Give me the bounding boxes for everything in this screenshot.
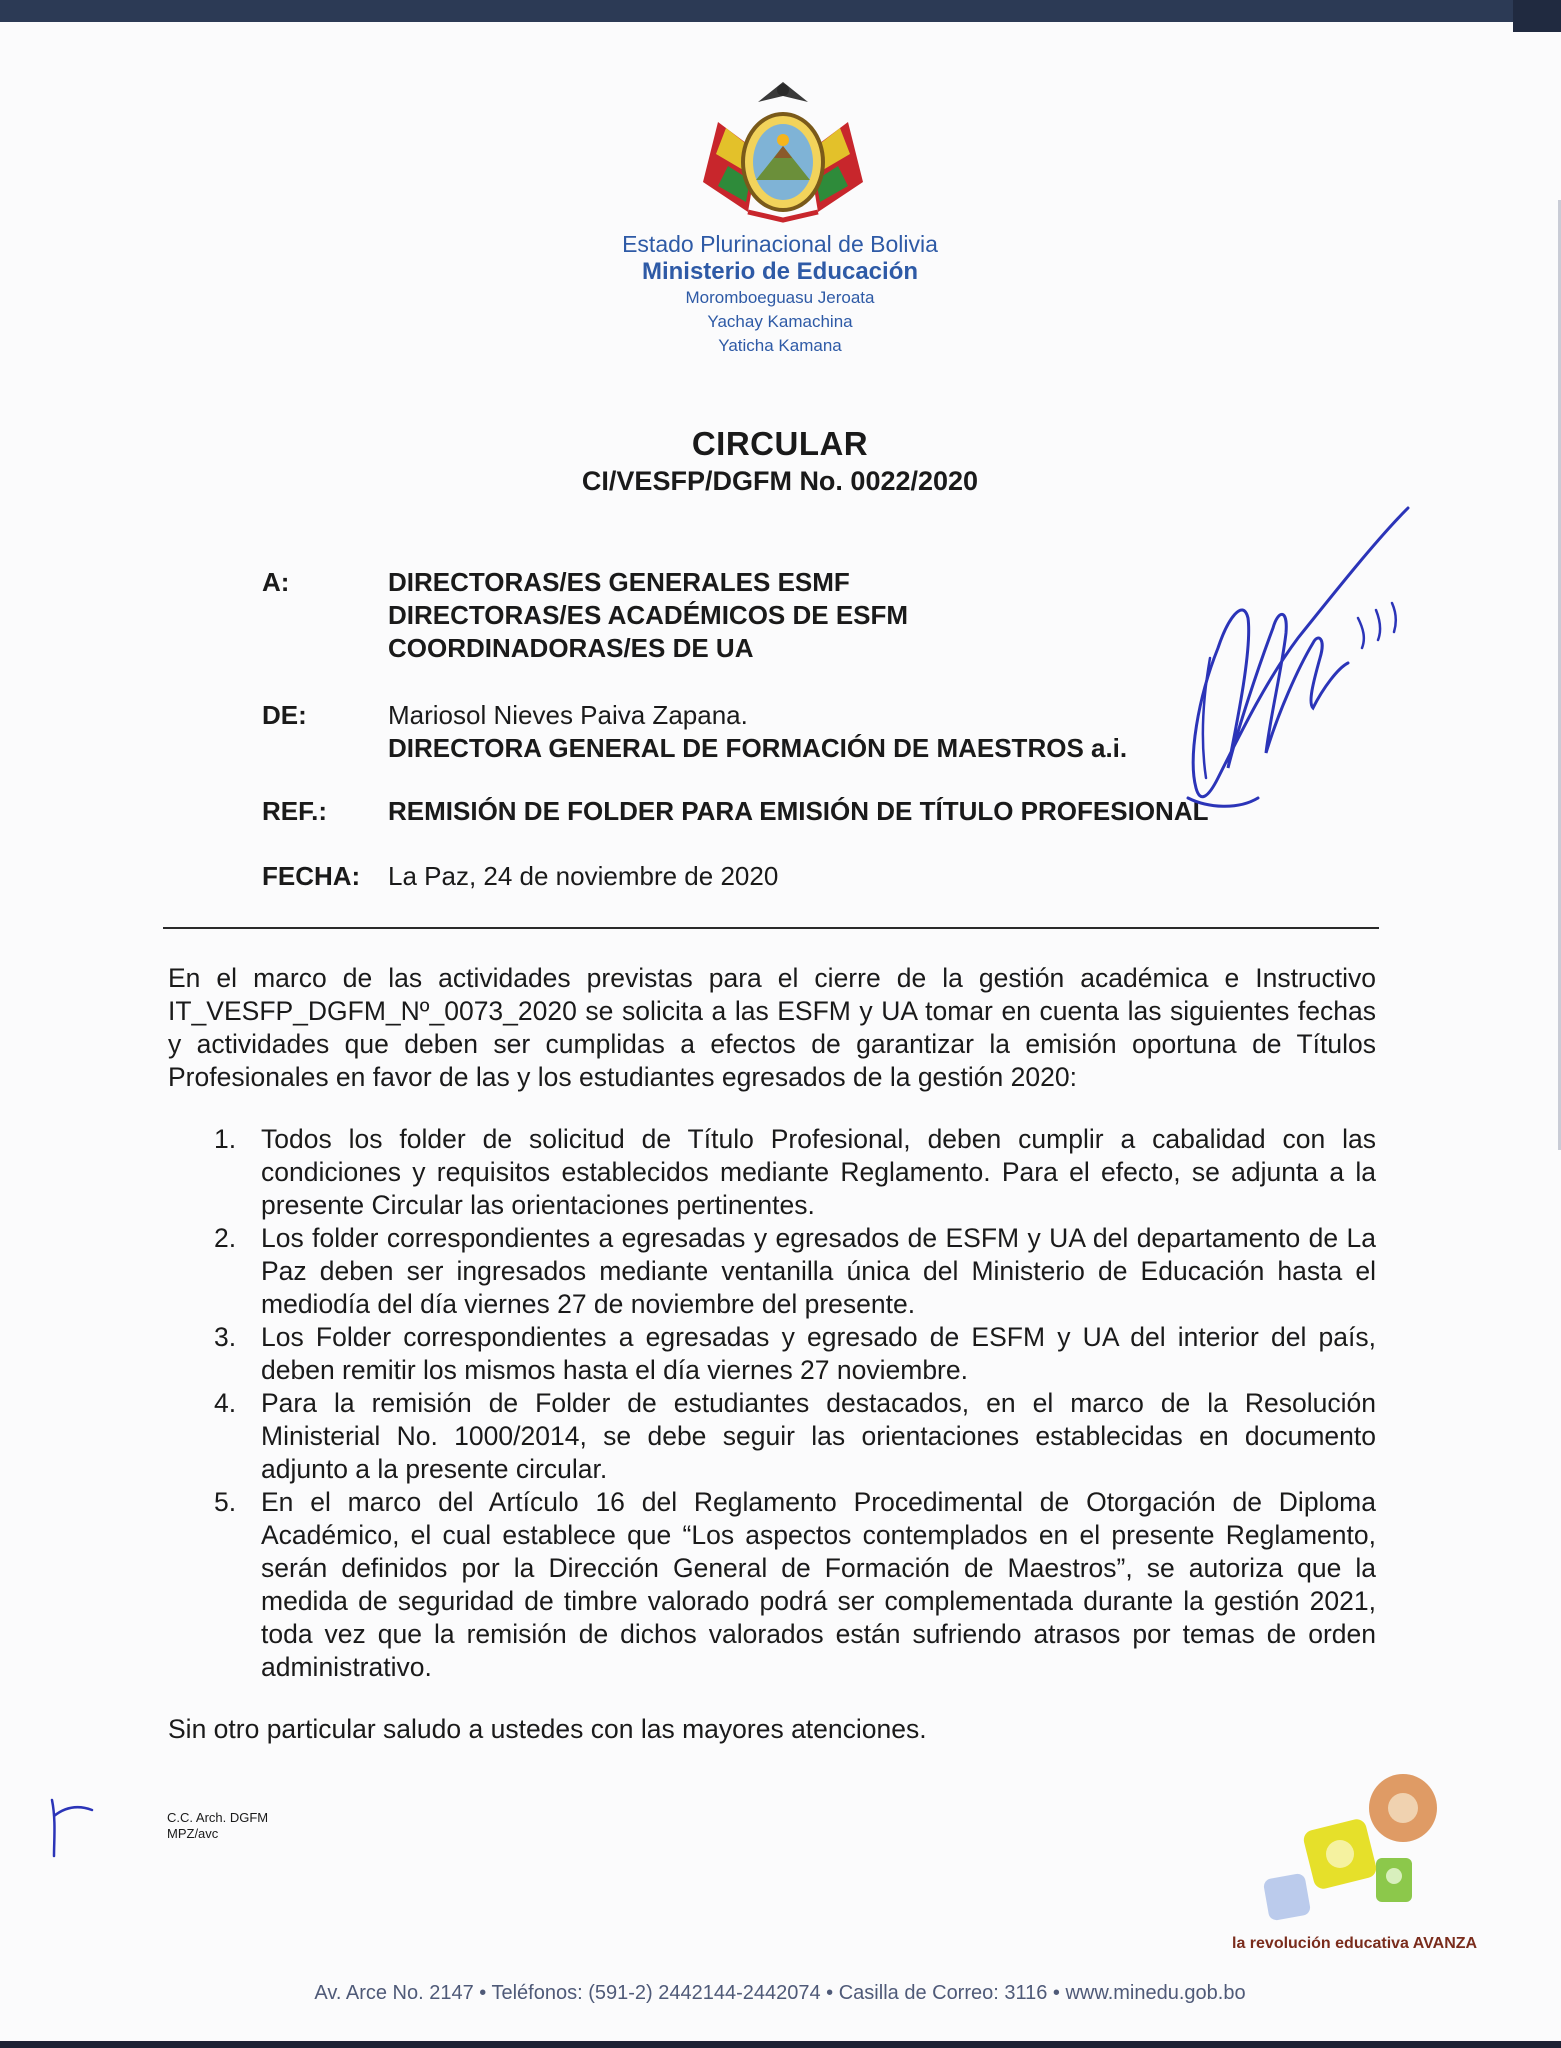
list-item <box>168 1222 1376 1321</box>
copy-line: C.C. Arch. DGFM <box>167 1810 269 1825</box>
list-item-number: 5. <box>214 1487 237 1517</box>
list-item-text: Los folder correspondientes a egresadas y egresados de ESFM y UA del departamento de La Paz deben ser ingresados mediante ventanilla única del Ministerio de Educación hasta el mediodía del día viernes 27 de noviembre del presente. <box>261 1223 1376 1319</box>
document-title: CIRCULAR <box>691 425 869 462</box>
ministry-subtitle: Yaticha Kamana <box>718 336 842 355</box>
list-item-number: 4. <box>214 1388 237 1418</box>
activity-list <box>168 1123 1376 1684</box>
list-item-number: 2. <box>214 1223 237 1253</box>
recipient-label: A: <box>262 567 290 597</box>
date-value: La Paz, 24 de noviembre de 2020 <box>388 861 779 891</box>
sender-name: Mariosol Nieves Paiva Zapana. <box>388 700 748 730</box>
footer-contact: Av. Arce No. 2147 • Teléfonos: (591-2) 2442144-2442074 • Casilla de Correo: 3116 • www.minedu.gob.bo <box>314 1982 1246 2004</box>
coat-of-arms-icon <box>688 62 878 232</box>
list-item-text: Para la remisión de Folder de estudiantes destacados, en el marco de la Resolución Ministerial No. 1000/2014, se debe seguir las orientaciones establecidas en documento adjunto a la presente circular. <box>261 1388 1376 1484</box>
sender-label: DE: <box>262 700 307 730</box>
recipient-line: DIRECTORAS/ES ACADÉMICOS DE ESFM <box>388 600 909 630</box>
reference-label: REF.: <box>262 796 327 826</box>
copy-line: MPZ/avc <box>167 1826 219 1841</box>
document-number: CI/VESFP/DGFM No. 0022/2020 <box>581 466 979 496</box>
list-item <box>168 1321 1376 1387</box>
recipient-line: COORDINADORAS/ES DE UA <box>388 633 754 663</box>
date-label: FECHA: <box>262 861 361 891</box>
list-item-text: Todos los folder de solicitud de Título Profesional, deben cumplir a cabalidad con las condiciones y requisitos establecidos mediante Reglamento. Para el efecto, se adjunta a la presente Circular las orientaciones pertinentes. <box>261 1124 1376 1220</box>
list-item-number: 3. <box>214 1322 237 1352</box>
document-title-block <box>380 424 1180 498</box>
top-corner-mark <box>1513 0 1561 32</box>
ministry-subtitle: Yachay Kamachina <box>707 312 853 331</box>
signature-icon <box>1148 498 1418 818</box>
list-item <box>168 1486 1376 1684</box>
section-divider <box>163 927 1379 929</box>
ministry-name: Ministerio de Educación <box>641 258 919 285</box>
institution-header <box>480 230 1080 358</box>
slogan-text: la revolución educativa AVANZA <box>1232 1935 1478 1952</box>
ministry-subtitle: Moromboeguasu Jeroata <box>685 288 875 307</box>
list-item-text: Los Folder correspondientes a egresadas y egresado de ESFM y UA del interior del país, deben remitir los mismos hasta el día viernes 27 noviembre. <box>261 1322 1376 1385</box>
sender-values <box>388 699 1127 765</box>
education-revolution-logo-icon <box>1248 1766 1448 1926</box>
recipient-values <box>388 566 908 665</box>
handwritten-initial-icon <box>42 1790 102 1860</box>
state-name: Estado Plurinacional de Bolivia <box>622 231 938 257</box>
list-item <box>168 1387 1376 1486</box>
reference-value: REMISIÓN DE FOLDER PARA EMISIÓN DE TÍTULO PROFESIONAL <box>388 796 1209 826</box>
list-item-text: En el marco del Artículo 16 del Reglamento Procedimental de Otorgación de Diploma Académico, el cual establece que “Los aspectos contemplados en el presente Reglamento, serán definidos por la Dirección General de Formación de Maestros”, se autoriza que la medida de seguridad de timbre valorado podrá ser complementada durante la gestión 2021, toda vez que la remisión de dichos valorados están sufriendo atrasos por temas de orden administrativo. <box>261 1487 1376 1682</box>
list-item-number: 1. <box>214 1124 237 1154</box>
copy-notation <box>167 1810 268 1842</box>
list-item <box>168 1123 1376 1222</box>
closing-line: Sin otro particular saludo a ustedes con las mayores atenciones. <box>168 1714 927 1744</box>
bottom-border <box>0 2041 1561 2048</box>
intro-paragraph: En el marco de las actividades previstas para el cierre de la gestión académica e Instructivo IT_VESFP_DGFM_Nº_0073_2020 se solicita a las ESFM y UA tomar en cuenta las siguientes fechas y actividades que deben ser cumplidas a efectos de garantizar la emisión oportuna de Títulos Profesionales en favor de las y los estudiantes egresados de la gestión 2020: <box>168 963 1376 1092</box>
top-border <box>0 0 1561 22</box>
recipient-line: DIRECTORAS/ES GENERALES ESMF <box>388 567 850 597</box>
sender-title: DIRECTORA GENERAL DE FORMACIÓN DE MAESTROS a.i. <box>388 733 1128 763</box>
